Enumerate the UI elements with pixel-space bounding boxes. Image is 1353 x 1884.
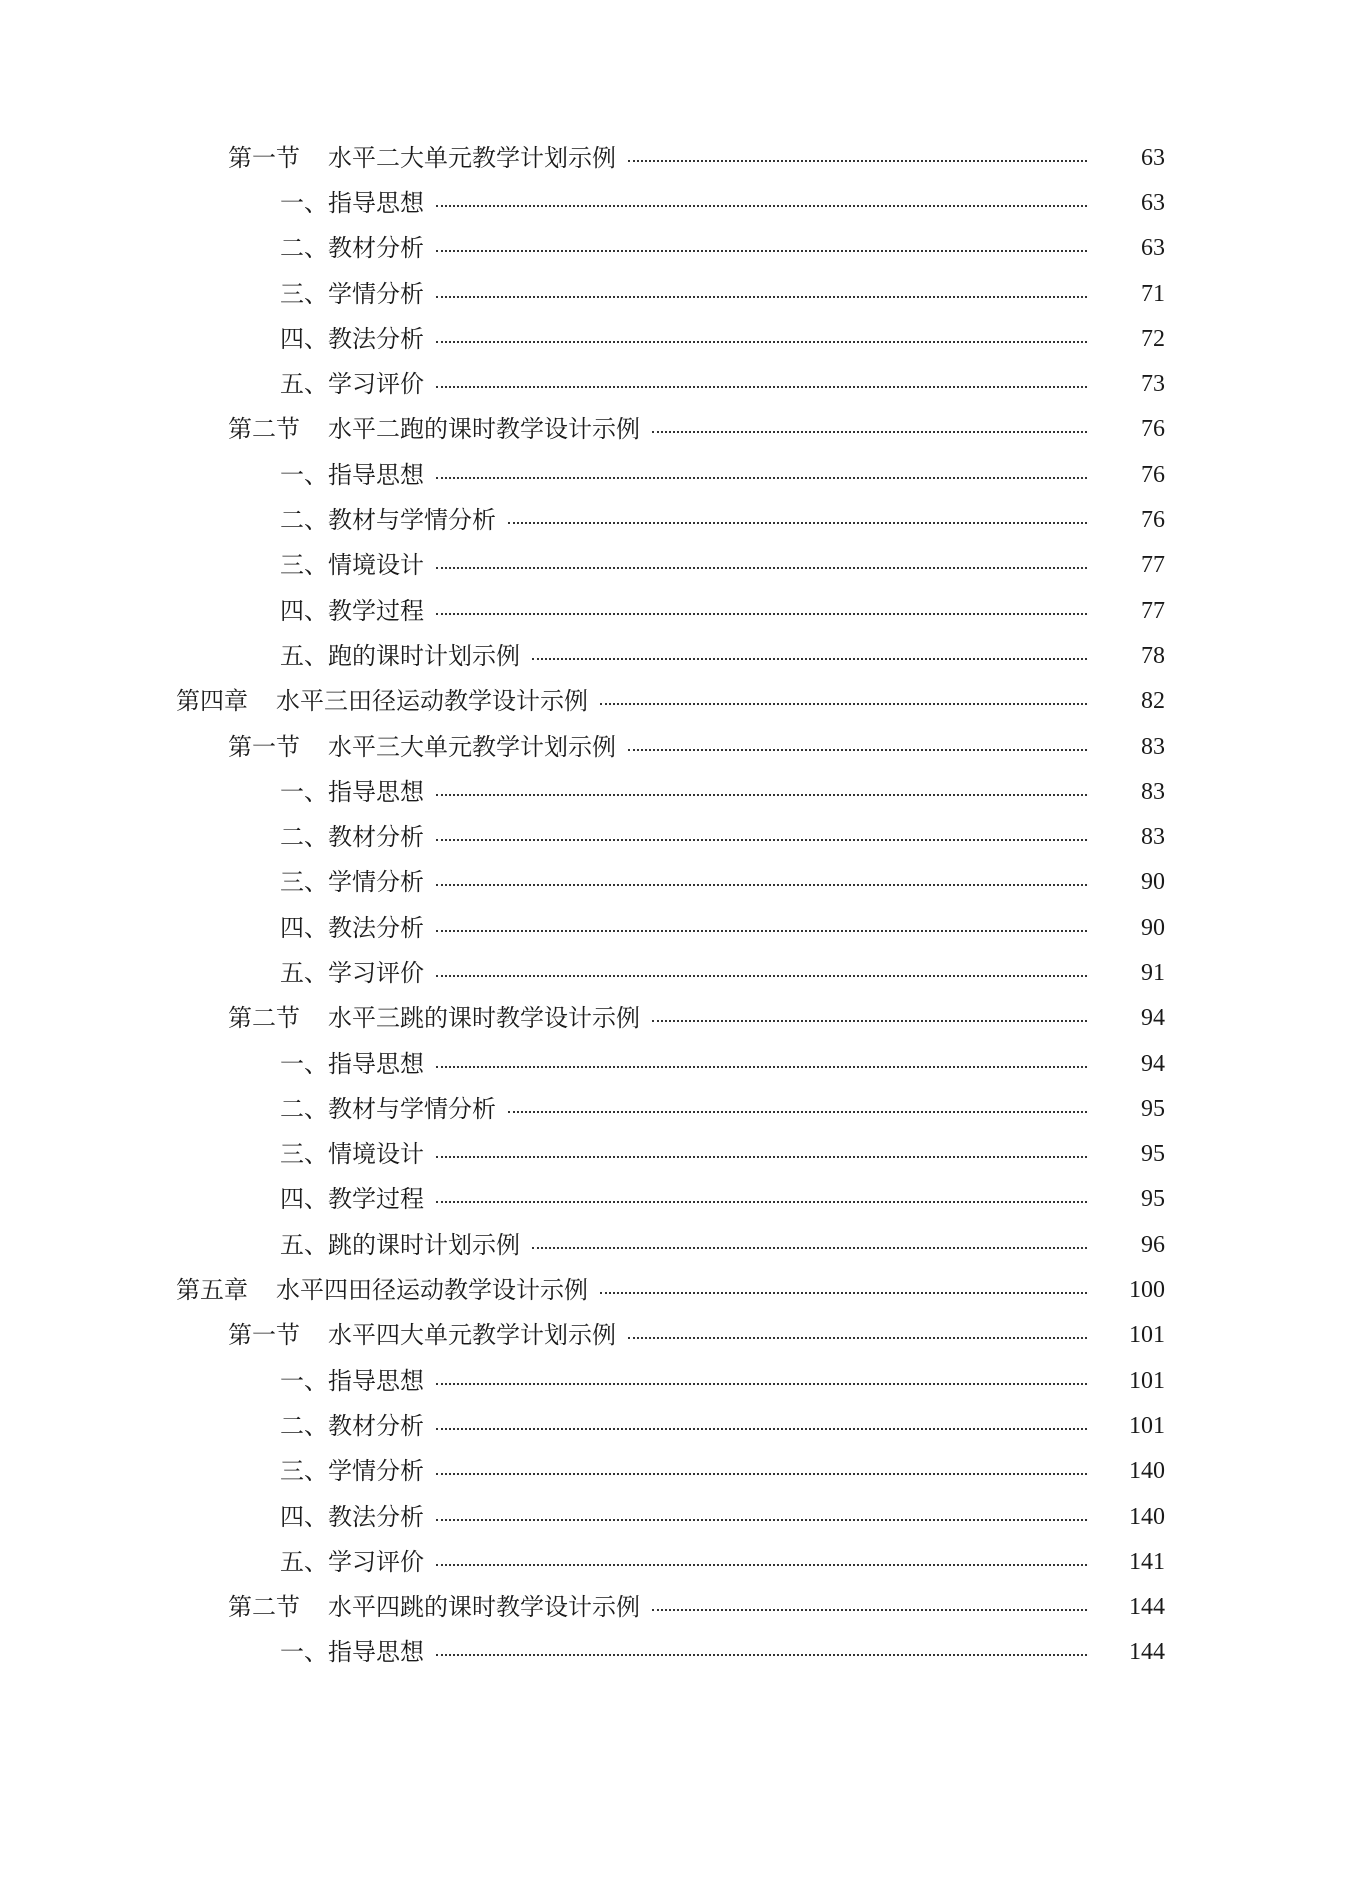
toc-entry-item[interactable] — [0, 180, 1353, 225]
dot-leader — [532, 1247, 1087, 1249]
toc-entry-page-number: 95 — [1141, 1141, 1165, 1168]
toc-entry-title: 水平二大单元教学计划示例 — [328, 143, 616, 172]
toc-entry-label — [280, 823, 424, 852]
toc-entry-title: 一、指导思想 — [280, 1638, 424, 1667]
toc-entry-item[interactable] — [0, 1177, 1353, 1222]
toc-entry-label — [280, 868, 424, 897]
toc-entry-label — [280, 324, 424, 353]
dot-leader — [628, 749, 1087, 751]
dot-leader — [628, 160, 1087, 162]
toc-entry-item[interactable] — [0, 950, 1353, 995]
toc-entry-title: 一、指导思想 — [280, 1049, 424, 1078]
toc-entry-label — [228, 732, 616, 761]
dot-leader — [600, 703, 1087, 705]
toc-entry-title: 二、教材分析 — [280, 823, 424, 852]
toc-entry-page-number: 100 — [1129, 1277, 1165, 1304]
toc-entry-label — [280, 777, 424, 806]
dot-leader — [436, 839, 1087, 841]
dot-leader — [532, 658, 1087, 660]
toc-entry-item[interactable] — [0, 271, 1353, 316]
dot-leader — [436, 1066, 1087, 1068]
toc-entry-label — [280, 234, 424, 263]
toc-entry-page-number: 101 — [1129, 1367, 1165, 1394]
toc-entry-title: 水平三大单元教学计划示例 — [328, 732, 616, 761]
toc-entry-title: 五、学习评价 — [280, 1547, 424, 1576]
dot-leader — [436, 975, 1087, 977]
toc-entry-page-number: 83 — [1141, 778, 1165, 805]
toc-entry-title: 五、学习评价 — [280, 958, 424, 987]
toc-entry-page-number: 96 — [1141, 1231, 1165, 1258]
toc-entry-title: 五、跳的课时计划示例 — [280, 1230, 520, 1259]
toc-entry-item[interactable] — [0, 497, 1353, 542]
toc-entry-page-number: 76 — [1141, 461, 1165, 488]
dot-leader — [508, 522, 1087, 524]
toc-entry-title: 四、教学过程 — [280, 596, 424, 625]
toc-entry-item[interactable] — [0, 1403, 1353, 1448]
toc-entry-label — [228, 1004, 640, 1033]
dot-leader — [436, 1428, 1087, 1430]
toc-entry-title: 二、教材与学情分析 — [280, 506, 496, 535]
toc-entry-page-number: 94 — [1141, 1050, 1165, 1077]
toc-entry-section[interactable] — [0, 1313, 1353, 1358]
toc-entry-page-number: 77 — [1141, 597, 1165, 624]
toc-entry-title: 三、学情分析 — [280, 868, 424, 897]
toc-entry-title: 三、学情分析 — [280, 279, 424, 308]
toc-entry-page-number: 73 — [1141, 371, 1165, 398]
toc-entry-title: 一、指导思想 — [280, 1366, 424, 1395]
toc-entry-page-number: 77 — [1141, 552, 1165, 579]
toc-entry-page-number: 141 — [1129, 1548, 1165, 1575]
toc-entry-title: 五、跑的课时计划示例 — [280, 641, 520, 670]
toc-entry-label — [280, 1094, 496, 1123]
toc-entry-item[interactable] — [0, 633, 1353, 678]
toc-entry-item[interactable] — [0, 905, 1353, 950]
toc-entry-title: 三、情境设计 — [280, 1140, 424, 1169]
toc-entry-label — [280, 1547, 424, 1576]
toc-entry-label — [280, 1140, 424, 1169]
toc-entry-label — [176, 1276, 588, 1305]
toc-entry-label — [280, 551, 424, 580]
toc-entry-page-number: 78 — [1141, 642, 1165, 669]
toc-entry-page-number: 71 — [1141, 280, 1165, 307]
dot-leader — [436, 1383, 1087, 1385]
toc-entry-item[interactable] — [0, 361, 1353, 406]
toc-entry-page-number: 95 — [1141, 1095, 1165, 1122]
toc-entry-prefix: 第四章 — [176, 687, 248, 716]
toc-entry-label — [280, 370, 424, 399]
toc-entry-page-number: 140 — [1129, 1458, 1165, 1485]
toc-entry-item[interactable] — [0, 1494, 1353, 1539]
toc-entry-page-number: 76 — [1141, 416, 1165, 443]
toc-entry-title: 一、指导思想 — [280, 777, 424, 806]
toc-entry-section[interactable] — [0, 407, 1353, 452]
dot-leader — [436, 386, 1087, 388]
toc-entry-prefix: 第一节 — [228, 732, 300, 761]
toc-entry-label — [176, 687, 588, 716]
toc-entry-page-number: 83 — [1141, 733, 1165, 760]
dot-leader — [436, 296, 1087, 298]
table-of-contents — [0, 135, 1353, 1675]
toc-entry-label — [280, 1049, 424, 1078]
toc-entry-page-number: 91 — [1141, 959, 1165, 986]
toc-entry-title: 二、教材与学情分析 — [280, 1094, 496, 1123]
toc-entry-page-number: 144 — [1129, 1594, 1165, 1621]
toc-entry-label — [280, 958, 424, 987]
toc-entry-item[interactable] — [0, 1449, 1353, 1494]
toc-entry-page-number: 63 — [1141, 189, 1165, 216]
dot-leader — [436, 1519, 1087, 1521]
dot-leader — [652, 1609, 1087, 1611]
toc-entry-label — [280, 1366, 424, 1395]
toc-entry-label — [228, 1321, 616, 1350]
toc-entry-label — [280, 1411, 424, 1440]
toc-entry-prefix: 第一节 — [228, 143, 300, 172]
toc-entry-item[interactable] — [0, 1132, 1353, 1177]
toc-entry-title: 二、教材分析 — [280, 234, 424, 263]
toc-entry-item[interactable] — [0, 860, 1353, 905]
toc-entry-label — [280, 1185, 424, 1214]
toc-entry-item[interactable] — [0, 1539, 1353, 1584]
toc-entry-prefix: 第五章 — [176, 1276, 248, 1305]
dot-leader — [652, 431, 1087, 433]
toc-entry-label — [280, 913, 424, 942]
toc-entry-title: 四、教法分析 — [280, 1502, 424, 1531]
toc-entry-item[interactable] — [0, 1630, 1353, 1675]
dot-leader — [436, 567, 1087, 569]
toc-entry-label — [280, 596, 424, 625]
toc-entry-page-number: 90 — [1141, 914, 1165, 941]
toc-entry-item[interactable] — [0, 1358, 1353, 1403]
toc-entry-label — [280, 188, 424, 217]
toc-entry-item[interactable] — [0, 226, 1353, 271]
toc-entry-item[interactable] — [0, 1086, 1353, 1131]
dot-leader — [436, 613, 1087, 615]
toc-entry-page-number: 101 — [1129, 1322, 1165, 1349]
toc-entry-label — [228, 415, 640, 444]
toc-entry-page-number: 94 — [1141, 1005, 1165, 1032]
dot-leader — [600, 1292, 1087, 1294]
dot-leader — [436, 1473, 1087, 1475]
toc-entry-page-number: 72 — [1141, 325, 1165, 352]
dot-leader — [436, 341, 1087, 343]
toc-entry-label — [280, 1457, 424, 1486]
toc-entry-title: 三、学情分析 — [280, 1457, 424, 1486]
toc-entry-page-number: 76 — [1141, 507, 1165, 534]
toc-entry-title: 二、教材分析 — [280, 1411, 424, 1440]
toc-entry-label — [280, 506, 496, 535]
dot-leader — [508, 1111, 1087, 1113]
toc-entry-label — [280, 641, 520, 670]
toc-entry-prefix: 第一节 — [228, 1321, 300, 1350]
toc-entry-title: 四、教法分析 — [280, 913, 424, 942]
toc-entry-item[interactable] — [0, 452, 1353, 497]
dot-leader — [436, 1156, 1087, 1158]
toc-entry-title: 四、教学过程 — [280, 1185, 424, 1214]
toc-entry-chapter[interactable] — [0, 679, 1353, 724]
toc-entry-item[interactable] — [0, 588, 1353, 633]
dot-leader — [628, 1337, 1087, 1339]
toc-entry-section[interactable] — [0, 724, 1353, 769]
toc-entry-label — [280, 279, 424, 308]
toc-entry-page-number: 101 — [1129, 1412, 1165, 1439]
toc-entry-item[interactable] — [0, 769, 1353, 814]
dot-leader — [436, 250, 1087, 252]
toc-entry-title: 水平四田径运动教学设计示例 — [276, 1276, 588, 1305]
dot-leader — [436, 477, 1087, 479]
toc-entry-chapter[interactable] — [0, 1267, 1353, 1312]
dot-leader — [652, 1020, 1087, 1022]
toc-entry-label — [280, 1638, 424, 1667]
toc-entry-title: 五、学习评价 — [280, 370, 424, 399]
toc-entry-label — [228, 1593, 640, 1622]
dot-leader — [436, 1564, 1087, 1566]
toc-entry-item[interactable] — [0, 316, 1353, 361]
toc-entry-item[interactable] — [0, 543, 1353, 588]
toc-entry-item[interactable] — [0, 1222, 1353, 1267]
toc-entry-title: 水平四跳的课时教学设计示例 — [328, 1593, 640, 1622]
toc-entry-page-number: 95 — [1141, 1186, 1165, 1213]
toc-entry-item[interactable] — [0, 814, 1353, 859]
dot-leader — [436, 794, 1087, 796]
toc-entry-title: 一、指导思想 — [280, 188, 424, 217]
toc-entry-page-number: 90 — [1141, 869, 1165, 896]
toc-entry-title: 水平二跑的课时教学设计示例 — [328, 415, 640, 444]
toc-entry-page-number: 82 — [1141, 688, 1165, 715]
toc-entry-prefix: 第二节 — [228, 1004, 300, 1033]
toc-entry-page-number: 140 — [1129, 1503, 1165, 1530]
toc-entry-section[interactable] — [0, 996, 1353, 1041]
toc-entry-title: 四、教法分析 — [280, 324, 424, 353]
toc-entry-page-number: 83 — [1141, 824, 1165, 851]
toc-entry-label — [280, 1230, 520, 1259]
toc-entry-item[interactable] — [0, 1041, 1353, 1086]
dot-leader — [436, 884, 1087, 886]
toc-entry-label — [280, 460, 424, 489]
toc-entry-title: 水平三田径运动教学设计示例 — [276, 687, 588, 716]
toc-entry-page-number: 63 — [1141, 144, 1165, 171]
toc-entry-title: 水平四大单元教学计划示例 — [328, 1321, 616, 1350]
toc-entry-prefix: 第二节 — [228, 415, 300, 444]
toc-entry-label — [228, 143, 616, 172]
toc-entry-prefix: 第二节 — [228, 1593, 300, 1622]
toc-entry-section[interactable] — [0, 135, 1353, 180]
toc-entry-title: 三、情境设计 — [280, 551, 424, 580]
dot-leader — [436, 930, 1087, 932]
toc-entry-page-number: 144 — [1129, 1639, 1165, 1666]
toc-entry-title: 水平三跳的课时教学设计示例 — [328, 1004, 640, 1033]
toc-entry-label — [280, 1502, 424, 1531]
dot-leader — [436, 1654, 1087, 1656]
toc-entry-section[interactable] — [0, 1585, 1353, 1630]
dot-leader — [436, 1201, 1087, 1203]
dot-leader — [436, 205, 1087, 207]
toc-entry-title: 一、指导思想 — [280, 460, 424, 489]
toc-entry-page-number: 63 — [1141, 235, 1165, 262]
